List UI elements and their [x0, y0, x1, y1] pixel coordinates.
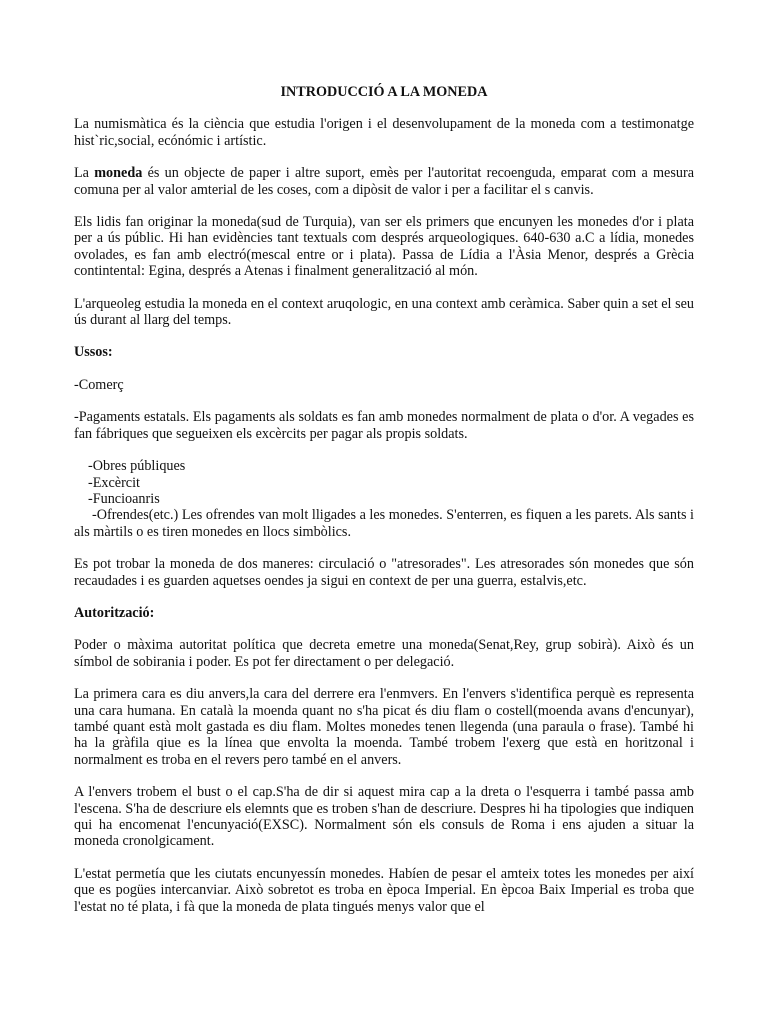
paragraph-moneda-after: és un objecte de paper i altre suport, emès per l'autoritat recoenguda, emparat com a mesura comuna per al valor amterial de les coses, com a dipòsit de valor i per a facilitar el s canvis.	[74, 165, 694, 198]
paragraph-anvers: La primera cara es diu anvers,la cara del derrere era l'enmvers. En l'envers s'identifica perquè es representa una cara humana. En català la moenda quant no s'ha picat és diu flam o costell(moenda avans d'encunyar), també quant està molt gastada es diu flam. Moltes monedes tenen llegenda (una paraula o frase). També hi ha la gràfila qiue es la línea que envolta la moenda. També trobem l'exerg que està en horitzonal i normalment es troba en el revers pero també en el anvers.	[74, 686, 694, 768]
paragraph-envers-bust: A l'envers trobem el bust o el cap.S'ha de dir si aquest mira cap a la dreta o l'esquerra i també passa amb l'escena. S'ha de descriure els elemnts que es troben s'han de descriure. Despres hi ha tipologies que indiquen qui ha encomenat l'encunyació(EXSC). Normalment són els consuls de Roma i ens ajuden a situar la moneda cronolgicament.	[74, 784, 694, 850]
paragraph-moneda-definition	[74, 165, 694, 198]
paragraph-lidis: Els lidis fan originar la moneda(sud de Turquia), van ser els primers que encunyen les monedes d'or i plata per a ús públic. Hi han evidències tant textuals com després arqueologiques. 640-630 a.C a lídia, monedes ovolades, es fan amb electró(mescal entre or i plata). Passa de Lídia a l'Àsia Menor, després a Grècia contintental: Egina, després a Atenas i finalment generalització al món.	[74, 214, 694, 280]
paragraph-poder: Poder o màxima autoritat política que decreta emetre una moneda(Senat,Rey, grup sobirà). Això és un símbol de sobirania i poder. Es pot fer directament o per delegació.	[74, 637, 694, 670]
document-title: INTRODUCCIÓ A LA MONEDA	[280, 84, 488, 100]
item-comerc: -Comerç	[74, 376, 124, 393]
heading-autoritzacio: Autorització:	[74, 604, 155, 621]
heading-ussos: Ussos:	[74, 344, 113, 361]
list-item: -Funcioanris	[88, 490, 160, 507]
paragraph-moneda-bold-term: moneda	[94, 165, 143, 182]
paragraph-estat-ciutats: L'estat permetía que les ciutats encunyessín monedes. Habíen de pesar el amteix totes les monedes per així que es pogües intercanviar. Això sobretot es troba en època Imperial. En èpcoa Baix Imperial es troba que l'estat no té plata, i fà que la moneda de plata tingués menys valor que el	[74, 865, 694, 915]
list-item-ofrendes: -Ofrendes(etc.) Les ofrendes van molt lligades a les monedes. S'enterren, es fiquen a les parets. Als sants i als màrtils o es tiren monedes en llocs simbòlics.	[74, 507, 694, 540]
paragraph-arqueoleg: L'arqueoleg estudia la moneda en el context aruqologic, en una context amb ceràmica. Saber quin a set el seu ús durant al llarg del temps.	[74, 295, 694, 329]
paragraph-numismatica: La numismàtica és la ciència que estudia l'origen i el desenvolupament de la moneda com a testimonatge hist`ric,social, ecónómic i artístic.	[74, 116, 694, 149]
list-item: -Excèrcit	[88, 474, 140, 491]
document-page	[74, 84, 694, 931]
paragraph-atresorades: Es pot trobar la moneda de dos maneres: circulació o "atresorades". Les atresorades són monedes que són recaudades i es guarden aquetses oendes ja sigui en context de per una guerra, estalvis,etc.	[74, 556, 694, 589]
list-item: -Obres públiques	[88, 458, 186, 475]
uses-list	[74, 458, 694, 507]
paragraph-moneda-before: La	[74, 165, 95, 182]
paragraph-pagaments-estatals: -Pagaments estatals. Els pagaments als soldats es fan amb monedes normalment de plata o d'or. A vegades es fan fábriques que segueixen els excèrcits per pagar als propis soldats.	[74, 409, 694, 442]
